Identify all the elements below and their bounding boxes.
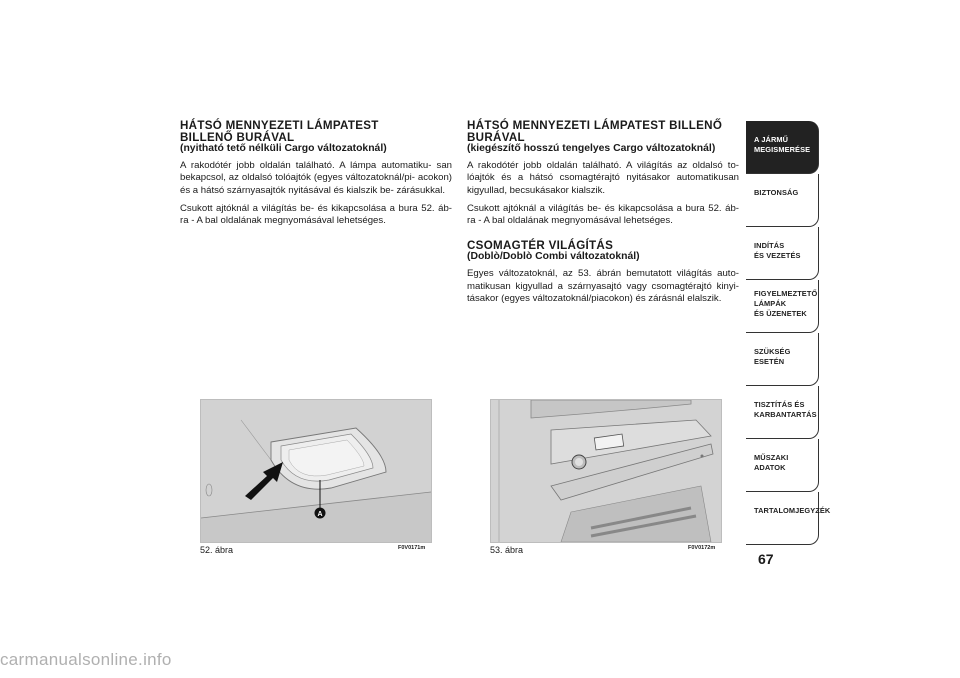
- tab-index[interactable]: [746, 492, 831, 545]
- tab-label: KARBANTARTÁS: [754, 410, 817, 419]
- right-column: [467, 120, 739, 306]
- marker-a-label: A: [317, 511, 323, 518]
- tab-starting-driving[interactable]: [746, 227, 819, 280]
- left-heading-line-2: BILLENŐ BURÁVAL: [180, 130, 295, 144]
- tab-technical-data[interactable]: [746, 439, 819, 492]
- tab-label: LÁMPÁK: [754, 299, 787, 308]
- figure-52-caption: 52. ábra: [200, 545, 234, 555]
- left-paragraph-2: Csukott ajtóknál a világítás be- és kikapcsolása a bura 52. áb- ra - A bal oldalának megnyomásával lehetséges.: [180, 202, 452, 227]
- figure-53-image: [490, 399, 722, 543]
- tab-label: ÉS ÜZENETEK: [754, 309, 807, 318]
- tab-label: ÉS VEZETÉS: [754, 251, 801, 260]
- section2-heading-line-1: CSOMAGTÉR VILÁGÍTÁS: [467, 238, 614, 252]
- tab-emergency[interactable]: [746, 333, 819, 386]
- chapter-tabs: [746, 121, 831, 545]
- tab-maintenance[interactable]: [746, 386, 819, 439]
- left-paragraph-1: A rakodótér jobb oldalán található. A lámpa automatiku- san bekapcsol, az oldalsó tolóajtók (egyes változatoknál/pi- acokon) és a hátsó szárnyasajtók nyitásával és kialszik be- zárásukkal.: [180, 159, 452, 196]
- right-paragraph-1: A rakodótér jobb oldalán található. A világítás az oldalsó to- lóajtók és a hátsó csomagtérajtó nyitásakor automatikusan kigyullad, becsukásakor kialszik.: [467, 159, 739, 196]
- section2-paragraph: Egyes változatoknál, az 53. ábrán bemutatott világítás auto- matikusan kigyullad a szárnyasajtó vagy csomagtérajtó kinyi- tásakor (egyes változatoknál/piacokon) és zárásnál elalszik.: [467, 267, 739, 305]
- right-heading-line-2: BURÁVAL: [467, 130, 525, 144]
- tab-label: BIZTONSÁG: [754, 188, 799, 197]
- right-paragraph-2: Csukott ajtóknál a világítás be- és kikapcsolása a bura 52. áb- ra - A bal oldalának megnyomásával lehetséges.: [467, 202, 739, 227]
- section-luggage-light: [467, 240, 739, 306]
- tab-label: ADATOK: [754, 463, 786, 472]
- watermark-text: carmanualsonline.info: [0, 650, 172, 669]
- right-heading-line-1: HÁTSÓ MENNYEZETI LÁMPATEST BILLENŐ: [467, 119, 723, 132]
- tab-safety[interactable]: [746, 174, 819, 227]
- left-heading-line-1: HÁTSÓ MENNYEZETI LÁMPATEST: [180, 119, 379, 132]
- tab-label: ESETÉN: [754, 357, 785, 366]
- figure-52-image: [200, 399, 432, 543]
- tab-label: FIGYELMEZTETŐ: [754, 289, 818, 298]
- left-column: [180, 120, 452, 228]
- left-heading-line-3: (nyitható tető nélküli Cargo változatoknál): [180, 143, 387, 155]
- tab-label: MŰSZAKI: [754, 453, 789, 462]
- figure-53-code: F0V0172m: [688, 545, 716, 551]
- tab-warning-lights[interactable]: [746, 280, 819, 333]
- tab-vehicle-overview[interactable]: [746, 121, 819, 174]
- figure-52-code: F0V0171m: [398, 545, 426, 551]
- tab-label: A JÁRMŰ: [754, 135, 789, 144]
- tab-label: MEGISMERÉSE: [754, 145, 811, 154]
- figure-53-caption: 53. ábra: [490, 545, 524, 555]
- tab-label: SZÜKSÉG: [754, 347, 791, 356]
- page-number: 67: [758, 551, 774, 567]
- tab-label: TISZTÍTÁS ÉS: [754, 400, 805, 409]
- section2-heading-line-2: (Doblò/Doblò Combi változatoknál): [467, 251, 640, 263]
- tab-label: TARTALOMJEGYZÉK: [754, 506, 831, 515]
- right-heading-line-3: (kiegészítő hosszú tengelyes Cargo változatoknál): [467, 143, 716, 155]
- tab-label: INDÍTÁS: [754, 241, 785, 250]
